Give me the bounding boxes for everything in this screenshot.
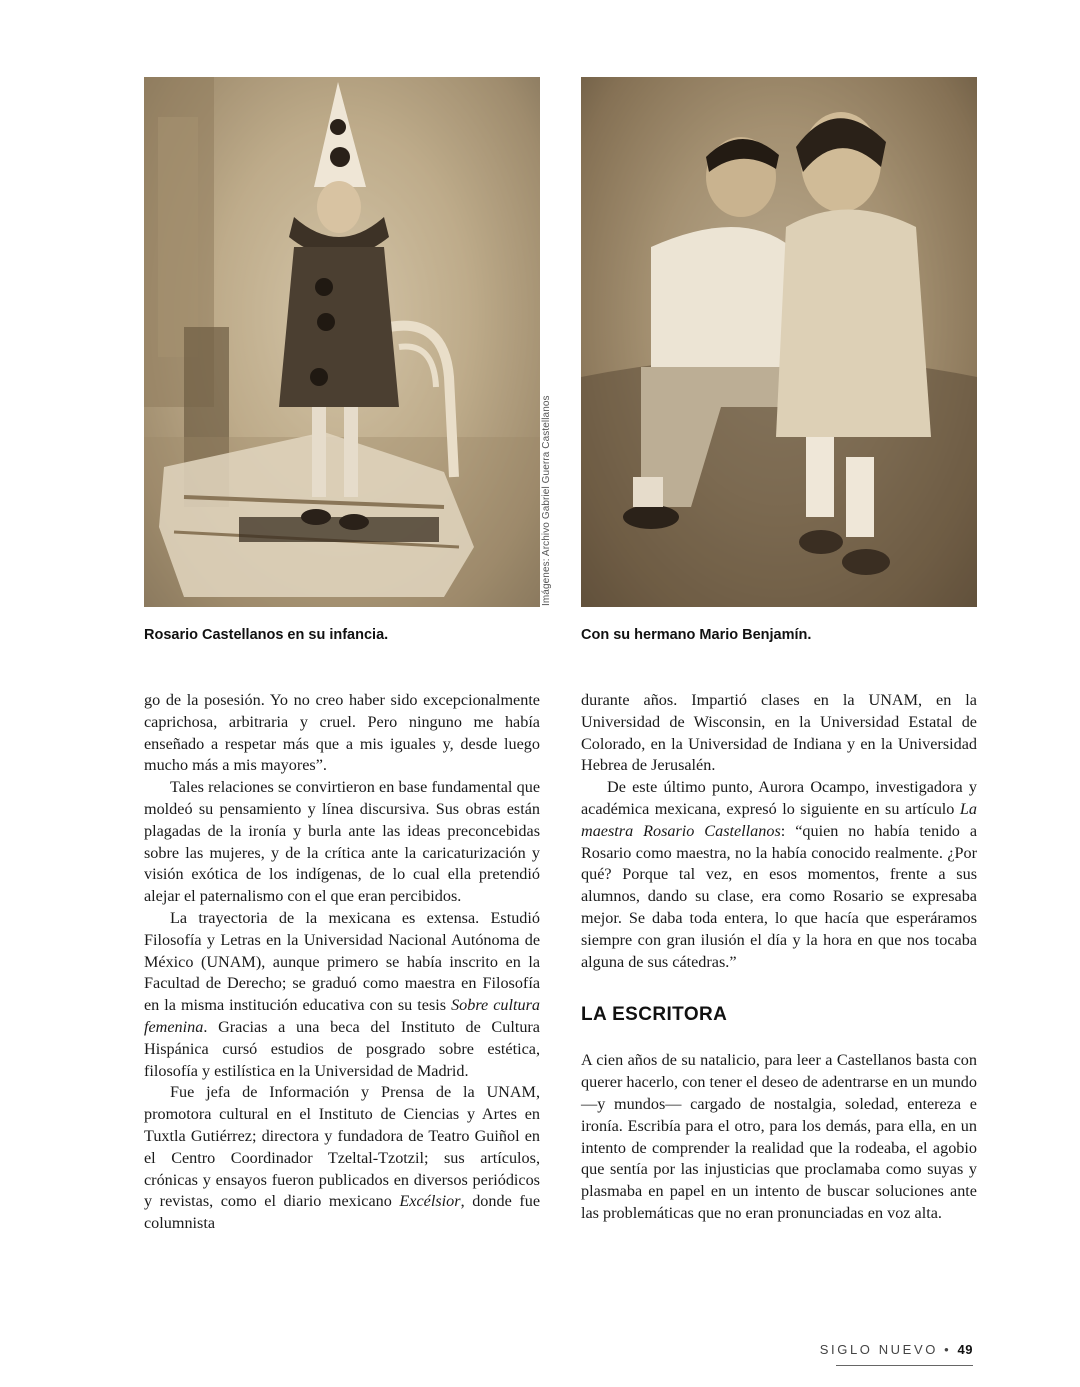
photo-girl-clown-illustration [144,77,540,607]
paragraph-text: : “quien no había tenido a Rosario como maestra, no la había conocido realmente. ¿Por qué? Porque tal vez, en esos momentos, frente a sus alumnos, dando su clase, era como Rosario se expresaba mejor. Se daba toda entera, lo que hacía que esperáramos siempre con gran ilusión el día y la hora en que nos tocaba alguna de sus cátedras.” [581,821,977,971]
section-heading: LA ESCRITORA [581,1004,728,1026]
article-title: La maestra Rosario Castellanos [581,799,977,840]
paragraph-text: La trayectoria de la mexicana es extensa. Estudió Filosofía y Letras en la Universidad Nacional Autónoma de México (UNAM), aunque primero se había inscrito en la Facultad de Derecho; se graduó como maestra en Filosofía en la misma institución educativa con su tesis [144,908,540,1015]
paragraph: A cien años de su natalicio, para leer a Castellanos basta con querer hacerlo, con tener el deseo de adentrarse en un mundo —y mundos— cargado de nostalgia, soledad, entereza e ironía. Escribía para el otro, para los demás, para ella, en un intento de comprender la realidad que la rodeaba, el agobio que sentía por las injusticias que proclamaba como suyas y plasmaba en papel en un intento de buscar soluciones ante las problemáticas que no eran pronunciadas en voz alta. [581,1051,977,1222]
paragraph-text: , donde fue columnista [144,1192,541,1233]
paragraph [581,777,977,973]
caption-left: Rosario Castellanos en su infancia. [144,627,389,643]
paragraph-text: . Gracias a una beca del Instituto de Cultura Hispánica cursó estudios de posgrado sobre estética, filosofía y estilística en la Universidad de Madrid. [144,1017,540,1080]
folio-separator: • [944,1342,952,1357]
paragraph-text: Fue jefa de Información y Prensa de la UNAM, promotora cultural en el Instituto de Ciencias y Artes en Tuxtla Gutiérrez; directora y fundadora de Teatro Guiñol en el Centro Coordinador Tzeltal-Tzotzil; sus artículos, crónicas y ensayos fueron publicados en diversos periódicos y revistas, como el diario mexicano [144,1083,540,1211]
magazine-name: SIGLO NUEVO [819,1342,938,1357]
photo-girl-clown-costume [144,77,540,607]
photo-siblings-illustration [581,77,977,607]
thesis-title: Sobre cultura femenina [144,996,540,1036]
folio-rule [836,1365,973,1366]
paragraph-text: De este último punto, Aurora Ocampo, investigadora y académica mexicana, expresó lo siguiente en su artículo [581,778,977,818]
photo-credit: Imágenes: Archivo Gabriel Guerra Castellanos [541,395,552,606]
body-column-left [144,690,540,1235]
paragraph: Tales relaciones se convirtieron en base fundamental que moldeó su pensamiento y línea discursiva. Sus obras están plagadas de la ironía y burla ante las ideas preconcebidas sobre las mujeres, y de la crítica ante la caricaturización y visión exótica de los indígenas, de lo cual ella pretendió alejar el paternalismo con el que eran percibidos. [144,778,540,906]
body-column-right [581,690,977,1225]
paragraph: durante años. Impartió clases en la UNAM, en la Universidad de Wisconsin, en la Universidad Estatal de Colorado, en la Universidad de Indiana y en la Universidad Hebrea de Jerusalén. [581,691,977,775]
paragraph: go de la posesión. Yo no creo haber sido excepcionalmente caprichosa, arbitraria y cruel. Pero ninguno me había enseñado a respetar más que a mis iguales y, desde luego mucho más a mis mayores”. [144,691,540,775]
paragraph [144,908,540,1082]
caption-right: Con su hermano Mario Benjamín. [581,627,812,643]
photo-siblings-portrait [581,77,977,607]
page-folio [820,1342,973,1357]
page-number: 49 [957,1342,973,1357]
newspaper-title: Excélsior [399,1192,461,1211]
paragraph [144,1082,540,1235]
